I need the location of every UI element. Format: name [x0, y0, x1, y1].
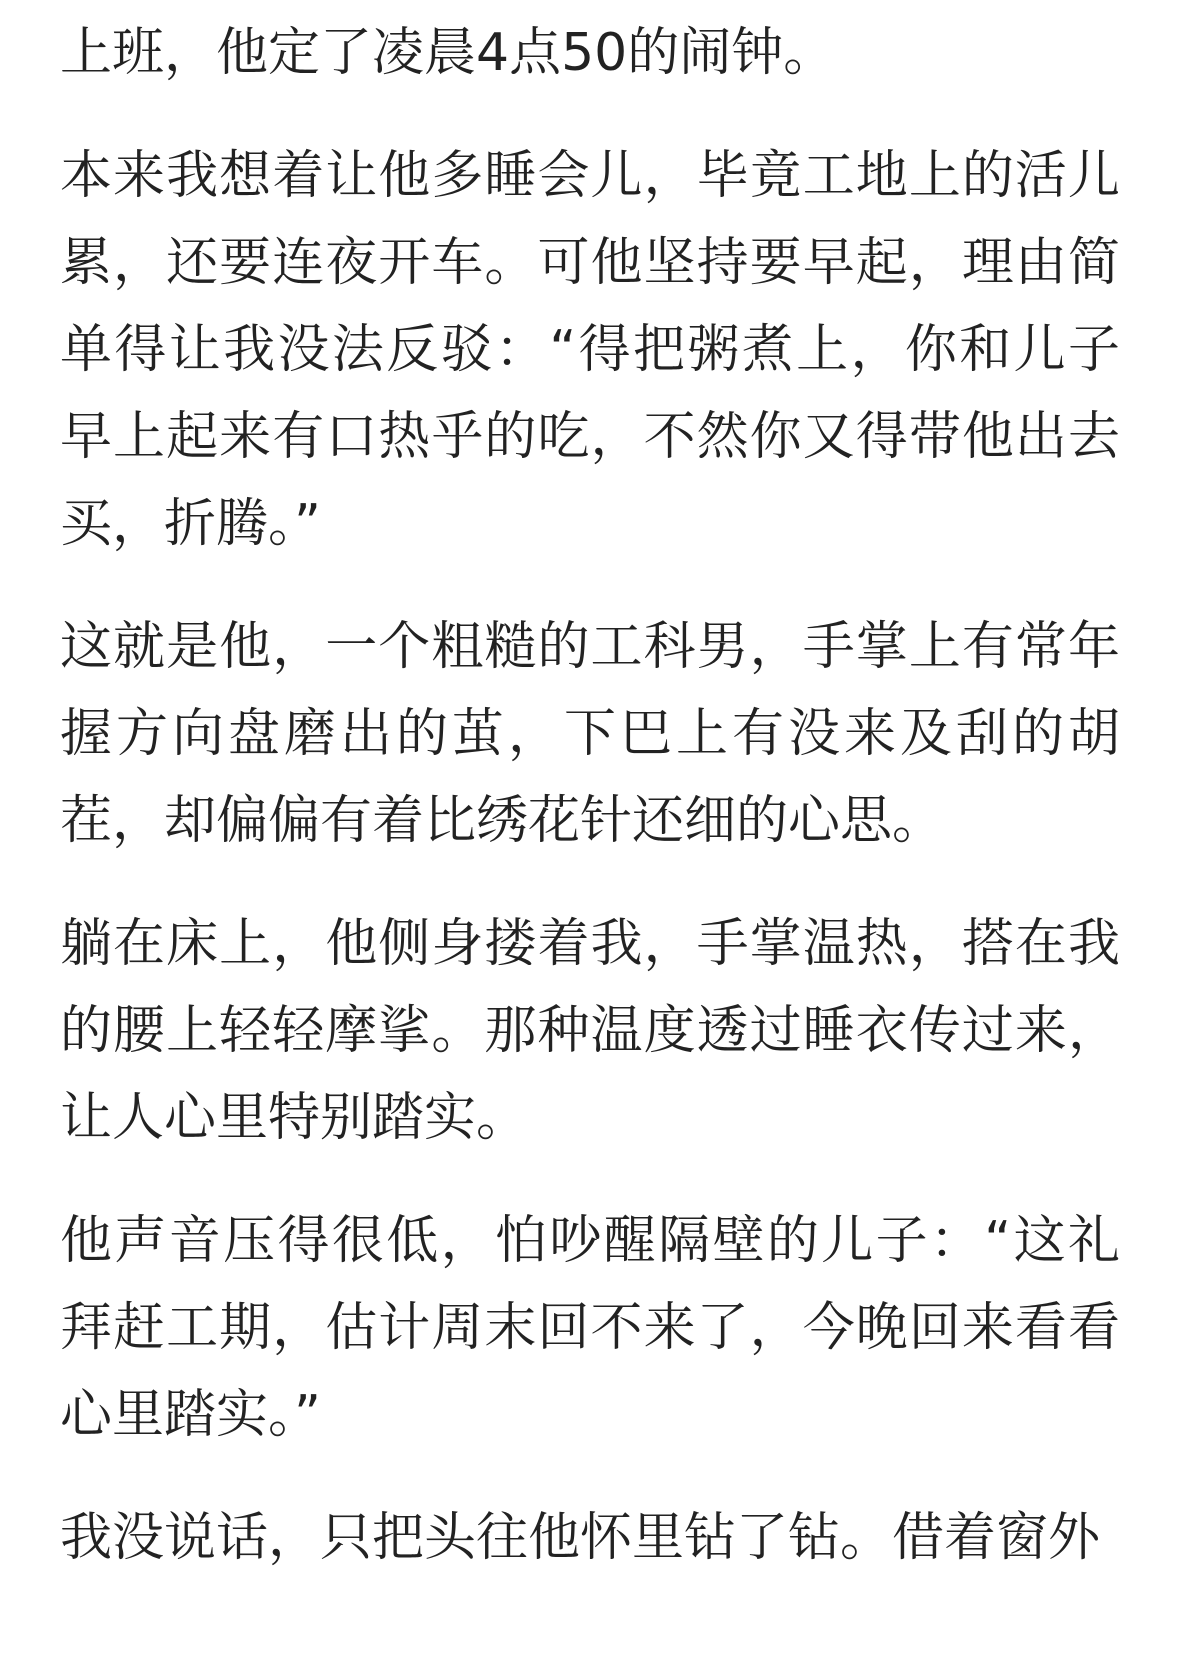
article-body: [60, 10, 1120, 1618]
paragraph: 本来我想着让他多睡会儿，毕竟工地上的活儿累，还要连夜开车。可他坚持要早起，理由简单得让我没法反驳：“得把粥煮上，你和儿子早上起来有口热乎的吃，不然你又得带他出去买，折腾。”: [60, 146, 1120, 554]
paragraph: 我没说话，只把头往他怀里钻了钻。借着窗外: [60, 1508, 1101, 1568]
paragraph: 上班，他定了凌晨4点50的闹钟。: [60, 23, 836, 83]
paragraph: 躺在床上，他侧身搂着我，手掌温热，搭在我的腰上轻轻摩挲。那种温度透过睡衣传过来，让人心里特别踏实。: [60, 914, 1120, 1148]
paragraph: 这就是他，一个粗糙的工科男，手掌上有常年握方向盘磨出的茧，下巴上有没来及刮的胡茬，却偏偏有着比绣花针还细的心思。: [60, 617, 1120, 851]
paragraph: 他声音压得很低，怕吵醒隔壁的儿子：“这礼拜赶工期，估计周末回不来了，今晚回来看看心里踏实。”: [60, 1211, 1120, 1445]
